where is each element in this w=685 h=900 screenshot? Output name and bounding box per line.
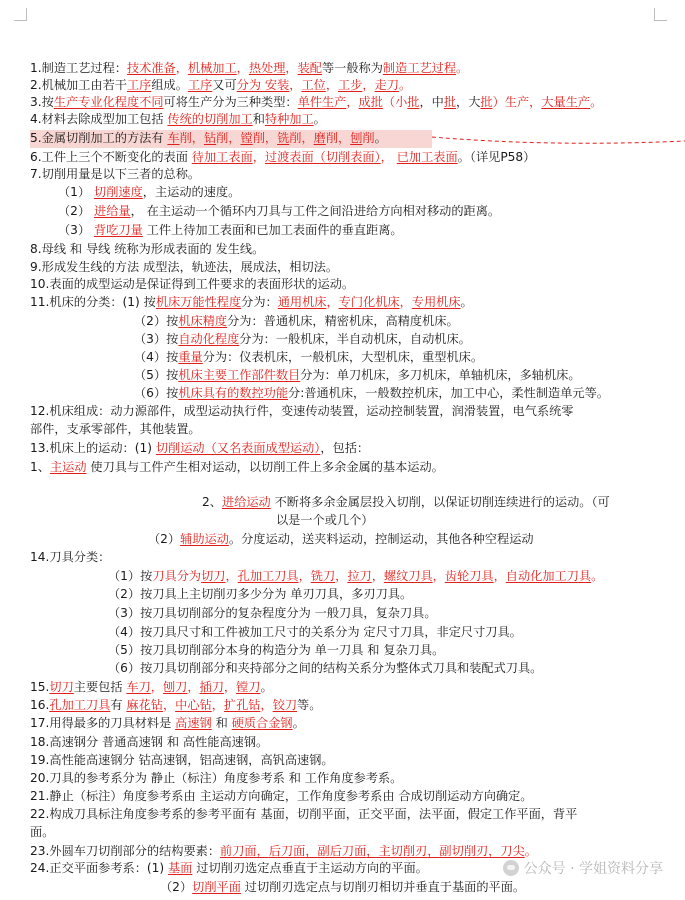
red-annotated-text: 传统的切削加工: [167, 112, 253, 126]
text-line: [30, 241, 264, 258]
text-line: [30, 403, 573, 420]
text-segment: 6.工件上三个不断变化的表面: [30, 150, 192, 164]
text-line: [30, 549, 110, 566]
red-annotated-text: 过渡表面（切削表面）: [264, 150, 381, 164]
red-annotated-text: 分为 安装: [236, 78, 290, 92]
text-segment: 。（详见P58）: [457, 150, 536, 164]
red-annotated-text: ）生产: [492, 95, 530, 109]
text-line: [30, 788, 532, 805]
text-segment: 。: [374, 131, 387, 145]
red-annotated-text: ，: [175, 61, 188, 75]
red-annotated-text: ，: [256, 844, 269, 858]
red-annotated-text: （小: [382, 95, 408, 109]
text-segment: 14.刀具分类：: [30, 550, 111, 564]
red-annotated-text: 装配: [297, 61, 322, 75]
red-annotated-text: 工序: [126, 78, 152, 92]
red-annotated-text: 孔加工刀具: [49, 698, 111, 712]
red-annotated-text: 成批: [358, 95, 383, 109]
red-annotated-text: 。: [524, 844, 537, 858]
text-line: [134, 367, 581, 384]
red-annotated-text: 刀具分为: [152, 569, 202, 583]
red-annotated-text: 麻花钻: [126, 698, 163, 712]
text-segment: 7.切削用量是以下三者的总称。: [30, 167, 201, 181]
red-annotated-text: 生产专业化程度不同: [53, 95, 164, 109]
text-segment: 分为：仪表机床，一般机床，大型机床，重型机床。: [202, 350, 484, 364]
text-segment: 8.母线 和 导线 统称为形成表面的 发生线。: [30, 242, 265, 256]
red-annotated-text: ，: [289, 78, 302, 92]
red-annotated-text: ，: [326, 295, 339, 309]
text-segment: 又可: [212, 78, 237, 92]
red-annotated-text: ，: [399, 295, 412, 309]
text-segment: 24.正交平面参考系：(1): [30, 861, 169, 875]
text-segment: （4）按刀具尺寸和工件被加工尺寸的关系分为 定尺寸刀具，非定尺寸刀具。: [108, 625, 522, 639]
text-line: [202, 494, 610, 511]
text-line: [30, 111, 326, 128]
text-line: [30, 806, 577, 823]
text-segment: 等。: [297, 698, 322, 712]
red-annotated-text: 切刀: [49, 680, 74, 694]
text-line: [276, 512, 374, 529]
text-segment: （3）: [58, 223, 95, 237]
red-annotated-text: ，: [285, 61, 298, 75]
text-line: [30, 734, 268, 751]
red-annotated-text: 拉刀: [347, 569, 372, 583]
text-segment: 。: [260, 680, 273, 694]
red-annotated-text: 辅助运动: [180, 532, 229, 546]
text-segment: 面。: [30, 825, 55, 839]
text-line: [160, 879, 525, 896]
text-segment: ， 在主运动一个循环内刀具与工件之间沿进给方向相对移动的距离。: [130, 204, 501, 218]
text-line: [30, 60, 468, 77]
red-annotated-text: 通用机床: [277, 295, 327, 309]
text-line: [30, 166, 200, 183]
red-annotated-text: 前刀面: [220, 844, 257, 858]
red-annotated-text: 高速钢: [175, 716, 212, 730]
red-annotated-text: 待加工表面: [191, 150, 253, 164]
red-annotated-text: ，: [432, 569, 445, 583]
text-segment: （6）按: [134, 386, 179, 400]
text-segment: 过切削刃选定点与切削刃相切并垂直于基面的平面。: [240, 880, 526, 894]
red-annotated-text: 切削速度: [94, 185, 143, 199]
text-segment: （3）按: [134, 332, 179, 346]
red-annotated-text: 切削平面: [192, 880, 241, 894]
red-annotated-text: ，: [325, 78, 339, 92]
text-segment: （2）按刀具上主切削刃多少分为 单刃刀具，多刃刀具。: [108, 587, 413, 601]
red-annotated-text: ，: [427, 844, 440, 858]
red-annotated-text: 硬质合金钢: [231, 716, 293, 730]
text-segment: 3.按: [30, 95, 54, 109]
text-segment: 。分度运动，送夹料运动，控制运动，其他各种空程运动: [228, 532, 534, 546]
red-annotated-text: 特种加工: [264, 112, 314, 126]
red-annotated-text: ，: [162, 698, 176, 712]
red-annotated-text: ，: [236, 61, 249, 75]
text-segment: （3）按刀具切削部分的复杂程度分为 一般刀具，复杂刀具。: [108, 606, 437, 620]
red-annotated-text: 走刀: [374, 78, 399, 92]
text-segment: 。: [292, 716, 305, 730]
red-annotated-text: 。: [398, 78, 412, 92]
red-annotated-text: 背吃刀量: [94, 223, 143, 237]
red-annotated-text: 车: [167, 131, 180, 145]
red-annotated-text: 刨刀: [162, 680, 188, 694]
red-annotated-text: 机床精度: [178, 314, 228, 328]
red-annotated-text: ，: [493, 569, 506, 583]
text-segment: 等一般称为: [321, 61, 383, 75]
text-line: [30, 860, 428, 877]
red-annotated-text: 主切削刃: [378, 844, 428, 858]
text-segment: ，包括：: [320, 441, 370, 455]
text-line: [134, 349, 483, 366]
red-annotated-text: 大量生产: [541, 95, 591, 109]
red-annotated-text: 工位: [301, 78, 326, 92]
text-segment: 和: [252, 112, 265, 126]
red-annotated-text: ，: [252, 150, 265, 164]
text-segment: 23.外圆车刀切削部分的结构要素：: [30, 844, 221, 858]
text-line: [30, 130, 387, 147]
red-annotated-text: 切削运动（又名: [155, 441, 242, 455]
text-segment: 主要包括: [73, 680, 127, 694]
text-line: [30, 459, 444, 476]
red-annotated-text: 技术准备: [126, 61, 176, 75]
red-annotated-text: ，: [366, 844, 379, 858]
red-annotated-text: 刀尖: [500, 844, 525, 858]
red-annotated-text: 削: [362, 131, 375, 145]
red-annotated-text: 基面: [168, 861, 193, 875]
text-segment: （4）按: [134, 350, 179, 364]
red-annotated-text: 削，: [325, 131, 351, 145]
text-segment: 有: [110, 698, 127, 712]
red-annotated-text: 表面成型运动: [241, 441, 315, 455]
red-annotated-text: 专用机床: [411, 295, 461, 309]
red-annotated-text: 。: [456, 61, 469, 75]
text-segment: 2.机械加工由若干: [30, 78, 127, 92]
text-line: [134, 313, 459, 330]
red-annotated-text: ，: [150, 680, 163, 694]
red-annotated-text: ，: [488, 844, 501, 858]
text-segment: 13.机床上的运动：(1): [30, 441, 156, 455]
red-annotated-text: ，: [225, 569, 238, 583]
red-annotated-text: ，: [305, 844, 318, 858]
red-annotated-text: ，: [346, 95, 359, 109]
red-annotated-text: 工步: [338, 78, 363, 92]
text-line: [108, 642, 444, 659]
text-segment: 使刀具与工件产生相对运动，以切削工件上多余金属的基本运动。: [86, 460, 444, 474]
red-annotated-text: 孔加工刀具: [237, 569, 299, 583]
red-annotated-text: 制造工艺过程: [382, 61, 457, 75]
text-line: [30, 697, 321, 714]
text-segment: 1.制造工艺过程：: [30, 61, 127, 75]
text-segment: 10.表面的成型运动是保证得到工件要求的表面形状的运动。: [30, 277, 355, 291]
page-corner-mark-right: [654, 8, 667, 21]
text-line: [148, 531, 534, 548]
text-segment: 可将生产分为三种类型：: [163, 95, 298, 109]
text-line: [30, 752, 334, 769]
text-segment: 分为：一般机床，半自动机床，自动机床。: [239, 332, 471, 346]
text-line: [108, 568, 603, 585]
red-annotated-text: 扩孔钻: [223, 698, 261, 712]
text-segment: 5.金属切削加工的方法有: [30, 131, 168, 145]
text-segment: 分:普通机床，一般数控机床，加工中心，柔性制造单元等。: [288, 386, 609, 400]
red-annotated-text: ，: [529, 95, 542, 109]
red-annotated-text: 削，: [252, 131, 278, 145]
red-annotated-text: ，: [260, 698, 273, 712]
text-segment: （2）: [148, 532, 181, 546]
red-annotated-text: 已加工表面: [396, 150, 458, 164]
text-segment: 9.形成发生线的方法 成型法，轨迹法，展成法，相切法。: [30, 260, 339, 274]
red-annotated-text: 副后刀面: [317, 844, 367, 858]
text-segment: 12.机床组成：动力源部件，成型运动执行件，变速传动装置，运动控制装置，润滑装置，电气系统零: [30, 404, 574, 418]
page-corner-mark-left: [14, 8, 27, 21]
text-segment: 不断将多余金属层投入切削，以保证切削连续进行的运动。（可: [270, 495, 610, 509]
red-annotated-text: 机床主要工作部件数目: [178, 368, 301, 382]
text-segment: 分为：普通机床，精密机床，高精度机床。: [227, 314, 459, 328]
red-annotated-text: 螺纹刀具: [383, 569, 433, 583]
red-annotated-text: 。: [591, 569, 604, 583]
text-segment: 17.用得最多的刀具材料是: [30, 716, 176, 730]
red-annotated-text: 自动化加工刀具: [505, 569, 592, 583]
text-line: [30, 259, 338, 276]
text-segment: 16.: [30, 698, 50, 712]
red-annotated-text: 自动化程度: [178, 332, 240, 346]
text-segment: 。: [460, 295, 473, 309]
red-annotated-text: ，: [187, 680, 200, 694]
text-line: [30, 149, 535, 166]
text-segment: 15.: [30, 680, 50, 694]
text-line: [134, 331, 471, 348]
text-segment: 20.刀具的参考系分为 静止（标注）角度参考系 和 工作角度参考系。: [30, 771, 403, 785]
red-annotated-text: 中心钻: [175, 698, 212, 712]
text-segment: 21.静止（标注）角度参考系由 主运动方向确定，工作角度参考系由 合成切削运动方向确定。: [30, 789, 533, 803]
red-annotated-text: ，: [298, 569, 311, 583]
text-segment: 过切削刃选定点垂直于主运动方向的平面。: [192, 861, 428, 875]
red-annotated-text: 铣: [277, 131, 290, 145]
text-line: [30, 77, 411, 94]
red-annotated-text: 进给量: [94, 204, 131, 218]
red-annotated-text: 镗刀: [236, 680, 261, 694]
text-line: [108, 624, 522, 641]
red-annotated-text: ，: [223, 680, 237, 694]
red-annotated-text: 铰刀: [272, 698, 298, 712]
text-line: [58, 203, 500, 220]
text-segment: （1）: [58, 185, 95, 199]
text-line: [30, 843, 537, 860]
red-annotated-text: 机械加工: [187, 61, 237, 75]
text-segment: ，大: [456, 95, 481, 109]
text-line: [30, 421, 201, 438]
text-line: [30, 276, 354, 293]
text-line: [30, 94, 602, 111]
text-segment: 4.材料去除成型加工包括: [30, 112, 168, 126]
text-segment: （5）按: [134, 368, 179, 382]
red-annotated-text: 刨: [350, 131, 363, 145]
red-annotated-text: 副切削刃: [439, 844, 489, 858]
red-annotated-text: 磨: [313, 131, 326, 145]
red-annotated-text: 削，: [289, 131, 314, 145]
text-segment: 22.构成刀具标注角度参考系的参考平面有 基面，切削平面，正交平面，法平面，假定工作平面，背平: [30, 807, 578, 821]
text-segment: 分为：: [241, 295, 278, 309]
red-annotated-text: 批: [407, 95, 420, 109]
text-line: [108, 605, 437, 622]
text-segment: ，主运动的速度。: [142, 185, 241, 199]
red-annotated-text: 。: [590, 95, 603, 109]
text-line: [30, 770, 402, 787]
text-segment: 1、: [30, 460, 50, 474]
red-annotated-text: 工序: [187, 78, 213, 92]
red-annotated-text: ，: [211, 698, 224, 712]
text-line: [30, 294, 473, 311]
red-annotated-text: 齿轮刀具: [444, 569, 494, 583]
red-annotated-text: 车刀: [126, 680, 151, 694]
text-line: [30, 679, 273, 696]
red-annotated-text: 批: [443, 95, 457, 109]
text-segment: 11.机床的分类：(1) 按: [30, 295, 156, 309]
watermark: [503, 858, 663, 878]
text-segment: （2）: [58, 204, 95, 218]
red-annotated-text: 进给运动: [221, 495, 271, 509]
text-line: [108, 660, 542, 677]
red-annotated-text: 重量: [178, 350, 203, 364]
text-segment: 工件上待加工表面和已加工表面件的垂直距离。: [142, 223, 403, 237]
red-annotated-text: 机床具有的数控功能: [178, 386, 289, 400]
text-line: [30, 824, 54, 841]
text-line: [58, 222, 403, 239]
red-annotated-text: 批: [480, 95, 493, 109]
text-segment: （2）: [160, 880, 193, 894]
text-segment: ，中: [419, 95, 444, 109]
text-segment: （6）按刀具切削部分和夹持部分之间的结构关系分为整体式刀具和装配式刀具。: [108, 661, 543, 675]
red-annotated-text: 插刀: [199, 680, 224, 694]
text-line: [108, 586, 412, 603]
red-annotated-text: ，: [335, 569, 348, 583]
text-segment: 2、: [202, 495, 222, 509]
text-segment: （2）按: [134, 314, 179, 328]
text-segment: （5）按刀具切削部分本身的构造分为 单一刀具 和 复杂刀具。: [108, 643, 445, 657]
text-line: [58, 184, 240, 201]
text-segment: 18.高速钢分 普通高速钢 和 高性能高速钢。: [30, 735, 269, 749]
text-segment: 以是一个或几个）: [276, 513, 374, 527]
red-annotated-text: 镗: [240, 131, 253, 145]
text-segment: （1）按: [108, 569, 153, 583]
text-segment: 。: [313, 112, 326, 126]
red-annotated-text: ，: [371, 569, 384, 583]
text-segment: 和: [211, 716, 232, 730]
red-annotated-text: 削，: [216, 131, 241, 145]
red-annotated-text: 钻: [203, 131, 217, 145]
wechat-icon: [503, 860, 519, 876]
red-annotated-text: 单件生产: [297, 95, 347, 109]
text-line: [134, 385, 609, 402]
watermark-text: 公众号 · 学姐资料分享: [523, 861, 663, 877]
red-annotated-text: ，: [380, 150, 393, 164]
red-annotated-text: ）: [314, 441, 321, 455]
text-segment: 部件，支承零部件，其他装置。: [30, 422, 201, 436]
text-line: [30, 715, 305, 732]
red-annotated-text: 热处理: [248, 61, 286, 75]
red-annotated-text: ，: [362, 78, 375, 92]
text-segment: 分为：单刀机床，多刀机床，单轴机床，多轴机床。: [300, 368, 581, 382]
text-segment: 19.高性能高速钢分 钴高速钢，铝高速钢，高钒高速钢。: [30, 753, 334, 767]
text-line: [30, 440, 369, 457]
red-annotated-text: 削，: [179, 131, 204, 145]
red-annotated-text: 切刀: [201, 569, 226, 583]
red-annotated-text: 机床万能性程度: [155, 295, 242, 309]
red-annotated-text: 后刀面: [268, 844, 306, 858]
red-annotated-text: 铣刀: [310, 569, 336, 583]
red-annotated-text: 主运动: [49, 460, 87, 474]
text-segment: 组成。: [151, 78, 188, 92]
red-annotated-text: 专门化机床: [338, 295, 400, 309]
